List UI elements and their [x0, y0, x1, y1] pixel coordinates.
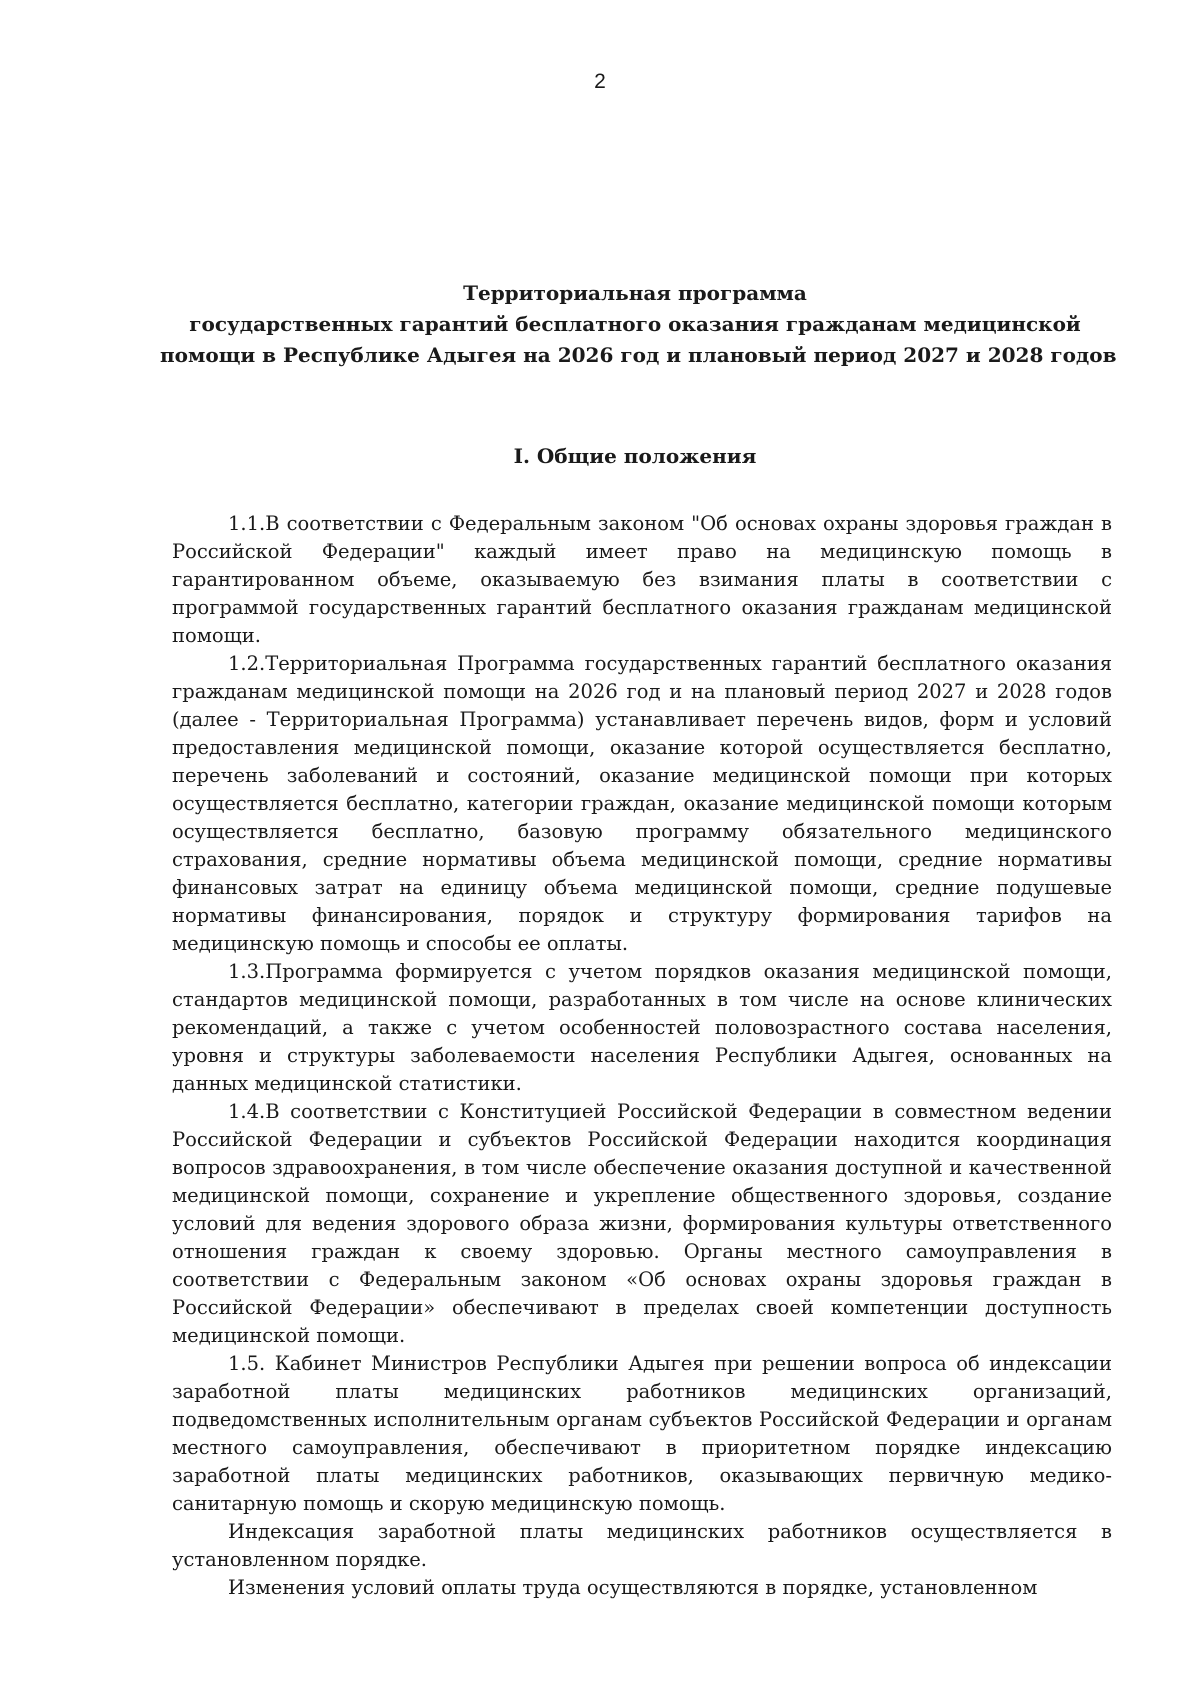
title-line-2: государственных гарантий бесплатного оказания гражданам медицинской: [189, 312, 1081, 336]
title-line-3: помощи в Республике Адыгея на 2026 год и плановый период 2027 и 2028 годов: [160, 343, 1117, 367]
paragraph-1-3: 1.3.Программа формируется с учетом порядков оказания медицинской помощи, стандартов медицинской помощи, разработанных в том числе на основе клинических рекомендаций, а также с учетом особенностей половозрастного состава населения, уровня и структуры заболеваемости населения Республики Адыгея, основанных на данных медицинской статистики.: [172, 960, 1112, 1095]
page-number: 2: [594, 70, 606, 93]
section-heading: I. Общие положения: [513, 444, 757, 468]
title-line-1: Территориальная программа: [463, 281, 807, 305]
document-title: [160, 278, 1117, 371]
paragraph-1-5: 1.5. Кабинет Министров Республики Адыгея при решении вопроса об индексации заработной платы медицинских работников медицинских организаций, подведомственных исполнительным органам субъектов Российской Федерации и органам местного самоуправления, обеспечивают в приоритетном порядке индексацию заработной платы медицинских работников, оказывающих первичную медико-санитарную помощь и скорую медицинскую помощь.: [172, 1352, 1112, 1515]
paragraph-1-4: 1.4.В соответствии с Конституцией Российской Федерации в совместном ведении Российской Федерации и субъектов Российской Федерации находится координация вопросов здравоохранения, в том числе обеспечение оказания доступной и качественной медицинской помощи, сохранение и укрепление общественного здоровья, создание условий для ведения здорового образа жизни, формирования культуры ответственного отношения граждан к своему здоровью. Органы местного самоуправления в соответствии с Федеральным законом «Об основах охраны здоровья граждан в Российской Федерации» обеспечивают в пределах своей компетенции доступность медицинской помощи.: [172, 1100, 1112, 1347]
paragraph-changes: Изменения условий оплаты труда осуществляются в порядке, установленном: [228, 1576, 1038, 1599]
paragraph-indexation: Индексация заработной платы медицинских работников осуществляется в установленном порядке.: [172, 1520, 1112, 1571]
paragraph-1-2: 1.2.Территориальная Программа государственных гарантий бесплатного оказания гражданам медицинской помощи на 2026 год и на плановый период 2027 и 2028 годов (далее - Территориальная Программа) устанавливает перечень видов, форм и условий предоставления медицинской помощи, оказание которой осуществляется бесплатно, перечень заболеваний и состояний, оказание медицинской помощи при которых осуществляется бесплатно, категории граждан, оказание медицинской помощи которым осуществляется бесплатно, базовую программу обязательного медицинского страхования, средние нормативы объема медицинской помощи, средние нормативы финансовых затрат на единицу объема медицинской помощи, средние подушевые нормативы финансирования, порядок и структуру формирования тарифов на медицинскую помощь и способы ее оплаты.: [172, 652, 1112, 955]
paragraph-1-1: 1.1.В соответствии с Федеральным законом "Об основах охраны здоровья граждан в Российской Федерации" каждый имеет право на медицинскую помощь в гарантированном объеме, оказываемую без взимания платы в соответствии с программой государственных гарантий бесплатного оказания гражданам медицинской помощи.: [172, 512, 1112, 647]
body-text: [172, 510, 1112, 1602]
